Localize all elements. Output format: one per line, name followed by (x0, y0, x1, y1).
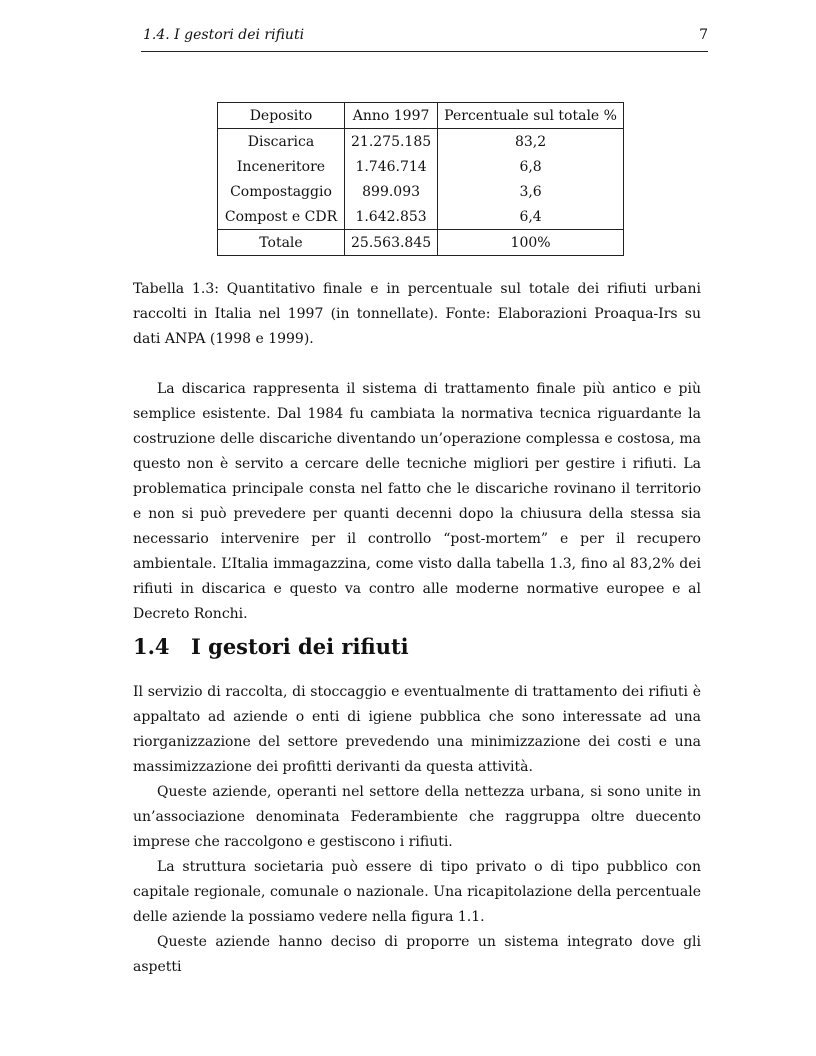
table-cell: 1.642.853 (345, 204, 438, 230)
body-paragraph: Queste aziende hanno deciso di proporre un sistema integrato dove gli aspetti (133, 934, 701, 975)
body-paragraph: Queste aziende, operanti nel settore della nettezza urbana, si sono unite in un’associazione denominata Federambiente che raggruppa oltre duecento imprese che raccolgono e gestiscono i rifiuti. (133, 784, 701, 850)
column-header: Deposito (218, 103, 345, 129)
table-cell: 3,6 (438, 179, 624, 204)
column-header: Percentuale sul totale % (438, 103, 624, 129)
table-cell: 6,4 (438, 204, 624, 230)
body-paragraph: La discarica rappresenta il sistema di trattamento finale più antico e più semplice esistente. Dal 1984 fu cambiata la normativa tecnica riguardante la costruzione delle discariche diventando un’operazione complessa e costosa, ma questo non è servito a cercare delle tecniche migliori per gestire i rifiuti. La problematica principale consta nel fatto che le discariche rovinano il territorio e non si può prevedere per quanti decenni dopo la chiusura della stessa sia necessario intervenire per il controllo “post-mortem” e per il recupero ambientale. L’Italia immagazzina, come visto dalla tabella 1.3, fino al 83,2% dei rifiuti in discarica e questo va contro alle moderne normative europee e al Decreto Ronchi. (133, 381, 701, 622)
table-cell: Totale (218, 230, 345, 256)
table-cell: Discarica (218, 129, 345, 155)
table-cell: Compost e CDR (218, 204, 345, 230)
table-caption: Tabella 1.3: Quantitativo finale e in percentuale sul totale dei rifiuti urbani raccolti in Italia nel 1997 (in tonnellate). Fonte: Elaborazioni Proaqua-Irs su dati ANPA (1998 e 1999). (133, 281, 701, 347)
running-header (141, 27, 708, 52)
table-cell: 83,2 (438, 129, 624, 155)
column-header: Anno 1997 (345, 103, 438, 129)
table-header-row (218, 103, 624, 129)
table-cell: Inceneritore (218, 154, 345, 179)
table-total-row (218, 230, 624, 256)
section-heading (133, 634, 409, 659)
page-number: 7 (699, 27, 708, 43)
section-title: I gestori dei rifiuti (191, 634, 409, 659)
table-row (218, 204, 624, 230)
waste-disposal-table (217, 102, 624, 256)
table-cell: 899.093 (345, 179, 438, 204)
body-paragraph: La struttura societaria può essere di tipo privato o di tipo pubblico con capitale regionale, comunale o nazionale. Una ricapitolazione della percentuale delle aziende la possiamo vedere nella figura 1.1. (133, 859, 701, 925)
table-cell: 1.746.714 (345, 154, 438, 179)
table-cell: 6,8 (438, 154, 624, 179)
header-section-title: 1.4. I gestori dei rifiuti (143, 27, 305, 43)
table-row (218, 129, 624, 155)
section-number: 1.4 (133, 634, 170, 659)
table-row (218, 179, 624, 204)
table-cell: 100% (438, 230, 624, 256)
table-cell: 25.563.845 (345, 230, 438, 256)
body-paragraph: Il servizio di raccolta, di stoccaggio e eventualmente di trattamento dei rifiuti è appaltato ad aziende o enti di igiene pubblica che sono interessate ad una riorganizzazione del settore prevedendo una minimizzazione dei costi e una massimizzazione dei profitti derivanti da questa attività. (133, 684, 701, 775)
table-row (218, 154, 624, 179)
table-cell: 21.275.185 (345, 129, 438, 155)
table-cell: Compostaggio (218, 179, 345, 204)
